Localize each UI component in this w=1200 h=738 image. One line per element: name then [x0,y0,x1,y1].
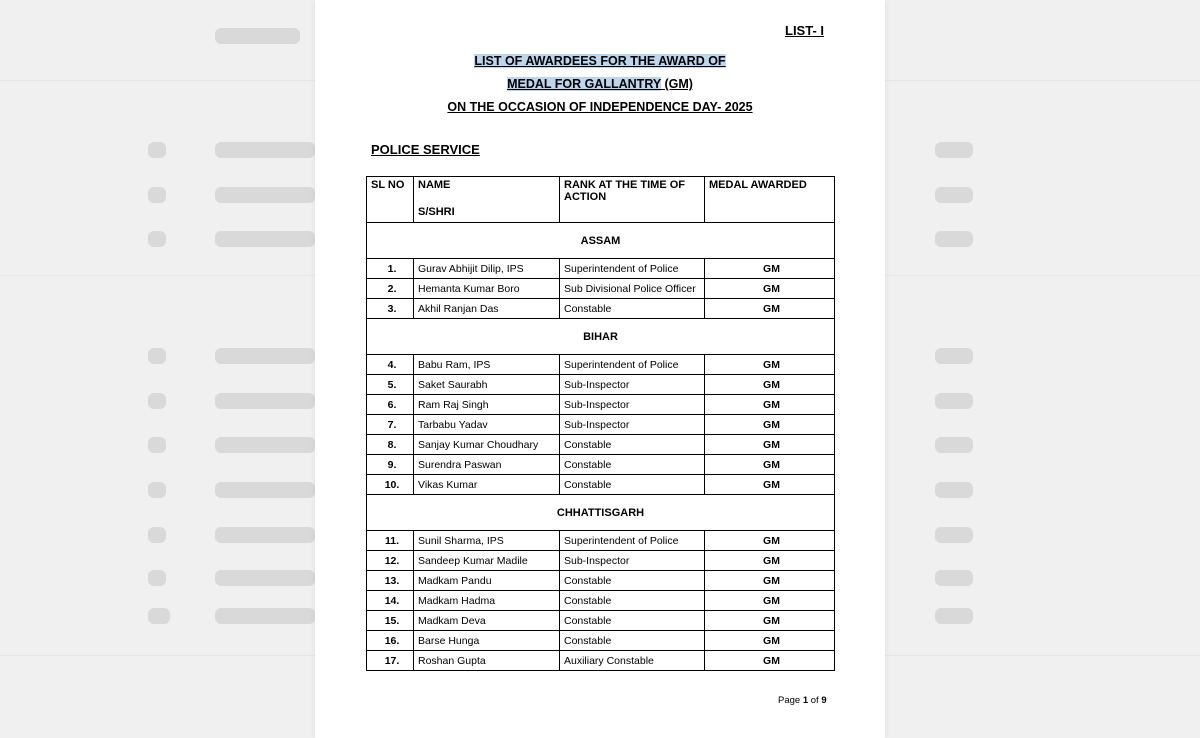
state-name: BIHAR [367,319,835,355]
blurred-text [215,231,315,247]
sl-no-cell: 1. [367,259,414,279]
sl-no-cell: 17. [367,651,414,671]
rank-cell: Constable [560,571,705,591]
page-number-prefix: Page [778,695,803,706]
blurred-text [215,187,315,203]
sl-no-cell: 14. [367,591,414,611]
name-cell: Madkam Deva [414,611,560,631]
name-cell: Akhil Ranjan Das [414,299,560,319]
column-header-rank: RANK AT THE TIME OF ACTION [560,177,705,223]
page-number-total: 9 [821,695,827,706]
name-cell: Saket Saurabh [414,375,560,395]
blurred-text [148,608,170,624]
sl-no-cell: 4. [367,355,414,375]
blurred-text [148,348,166,364]
rank-cell: Sub-Inspector [560,375,705,395]
table-row [367,631,835,651]
rank-cell: Sub-Inspector [560,551,705,571]
table-row [367,571,835,591]
table-row [367,415,835,435]
blurred-text [215,142,315,158]
sl-no-cell: 11. [367,531,414,551]
blurred-text [148,482,166,498]
sl-no-cell: 2. [367,279,414,299]
column-header-name [414,177,560,223]
column-header-name-sub: S/SHRI [418,206,455,218]
table-row [367,355,835,375]
rank-cell: Constable [560,299,705,319]
blurred-text [215,527,315,543]
table-row [367,259,835,279]
name-cell: Gurav Abhijit Dilip, IPS [414,259,560,279]
medal-cell: GM [705,455,835,475]
state-name: ASSAM [367,223,835,259]
blurred-text [215,570,315,586]
rank-cell: Constable [560,455,705,475]
table-row [367,611,835,631]
blurred-text [148,393,166,409]
page-number-of: of [808,695,822,706]
blurred-text [935,348,973,364]
blurred-text [215,482,315,498]
name-cell: Sanjay Kumar Choudhary [414,435,560,455]
table-row [367,455,835,475]
heading-line-1-text: LIST OF AWARDEES FOR THE AWARD OF [474,54,726,68]
rank-cell: Sub-Inspector [560,415,705,435]
table-body [367,223,835,671]
sl-no-cell: 10. [367,475,414,495]
state-name: CHHATTISGARH [367,495,835,531]
rank-cell: Constable [560,631,705,651]
rank-cell: Constable [560,475,705,495]
blurred-text [935,437,973,453]
sl-no-cell: 8. [367,435,414,455]
state-row [367,495,835,531]
heading-line-2 [400,77,800,91]
blurred-text [215,393,315,409]
name-cell: Vikas Kumar [414,475,560,495]
blurred-text [215,348,315,364]
blurred-text [148,527,166,543]
rank-cell: Constable [560,435,705,455]
name-cell: Madkam Hadma [414,591,560,611]
sl-no-cell: 3. [367,299,414,319]
rank-cell: Superintendent of Police [560,259,705,279]
blurred-text [935,142,973,158]
sl-no-cell: 12. [367,551,414,571]
table-row [367,475,835,495]
medal-cell: GM [705,531,835,551]
blurred-text [935,393,973,409]
table-row [367,531,835,551]
section-title: POLICE SERVICE [371,142,480,157]
medal-cell: GM [705,415,835,435]
name-cell: Ram Raj Singh [414,395,560,415]
blurred-text [148,570,166,586]
table-row [367,435,835,455]
medal-cell: GM [705,259,835,279]
blurred-text [148,231,166,247]
blurred-text [215,437,315,453]
name-cell: Sandeep Kumar Madile [414,551,560,571]
medal-cell: GM [705,395,835,415]
medal-cell: GM [705,611,835,631]
table-row [367,375,835,395]
blurred-text [148,187,166,203]
name-cell: Roshan Gupta [414,651,560,671]
blurred-text [935,482,973,498]
heading-line-2-rest: (GM) [661,77,693,91]
column-header-name-label: NAME [418,179,451,191]
rank-cell: Superintendent of Police [560,355,705,375]
table-row [367,395,835,415]
blurred-text [935,187,973,203]
medal-cell: GM [705,631,835,651]
column-header-sl-no: SL NO [367,177,414,223]
awardees-table [366,176,835,671]
page-number-current: 1 [802,695,809,706]
sl-no-cell: 9. [367,455,414,475]
table-header-row [367,177,835,223]
sl-no-cell: 5. [367,375,414,395]
medal-cell: GM [705,375,835,395]
table-row [367,551,835,571]
state-row [367,319,835,355]
name-cell: Sunil Sharma, IPS [414,531,560,551]
name-cell: Barse Hunga [414,631,560,651]
sl-no-cell: 13. [367,571,414,591]
medal-cell: GM [705,435,835,455]
table-row [367,299,835,319]
rank-cell: Auxiliary Constable [560,651,705,671]
blurred-text [935,231,973,247]
name-cell: Hemanta Kumar Boro [414,279,560,299]
name-cell: Surendra Paswan [414,455,560,475]
blurred-text [935,608,973,624]
name-cell: Babu Ram, IPS [414,355,560,375]
medal-cell: GM [705,299,835,319]
sl-no-cell: 15. [367,611,414,631]
rank-cell: Superintendent of Police [560,531,705,551]
heading-line-2-highlight: MEDAL FOR GALLANTRY [507,77,661,91]
page-number [778,695,827,706]
rank-cell: Constable [560,591,705,611]
column-header-medal: MEDAL AWARDED [705,177,835,223]
blurred-text [935,527,973,543]
medal-cell: GM [705,551,835,571]
medal-cell: GM [705,475,835,495]
state-row [367,223,835,259]
blurred-text [215,28,300,44]
name-cell: Tarbabu Yadav [414,415,560,435]
heading-line-1 [400,54,800,68]
blurred-text [148,437,166,453]
blurred-text [215,608,315,624]
sl-no-cell: 16. [367,631,414,651]
heading-line-3: ON THE OCCASION OF INDEPENDENCE DAY- 2025 [447,100,753,114]
medal-cell: GM [705,651,835,671]
table-row [367,279,835,299]
blurred-text [148,142,166,158]
medal-cell: GM [705,571,835,591]
medal-cell: GM [705,355,835,375]
sl-no-cell: 7. [367,415,414,435]
sl-no-cell: 6. [367,395,414,415]
list-label: LIST- I [785,23,824,38]
blurred-text [935,570,973,586]
table-row [367,591,835,611]
medal-cell: GM [705,279,835,299]
medal-cell: GM [705,591,835,611]
rank-cell: Sub Divisional Police Officer [560,279,705,299]
name-cell: Madkam Pandu [414,571,560,591]
rank-cell: Constable [560,611,705,631]
rank-cell: Sub-Inspector [560,395,705,415]
table-row [367,651,835,671]
